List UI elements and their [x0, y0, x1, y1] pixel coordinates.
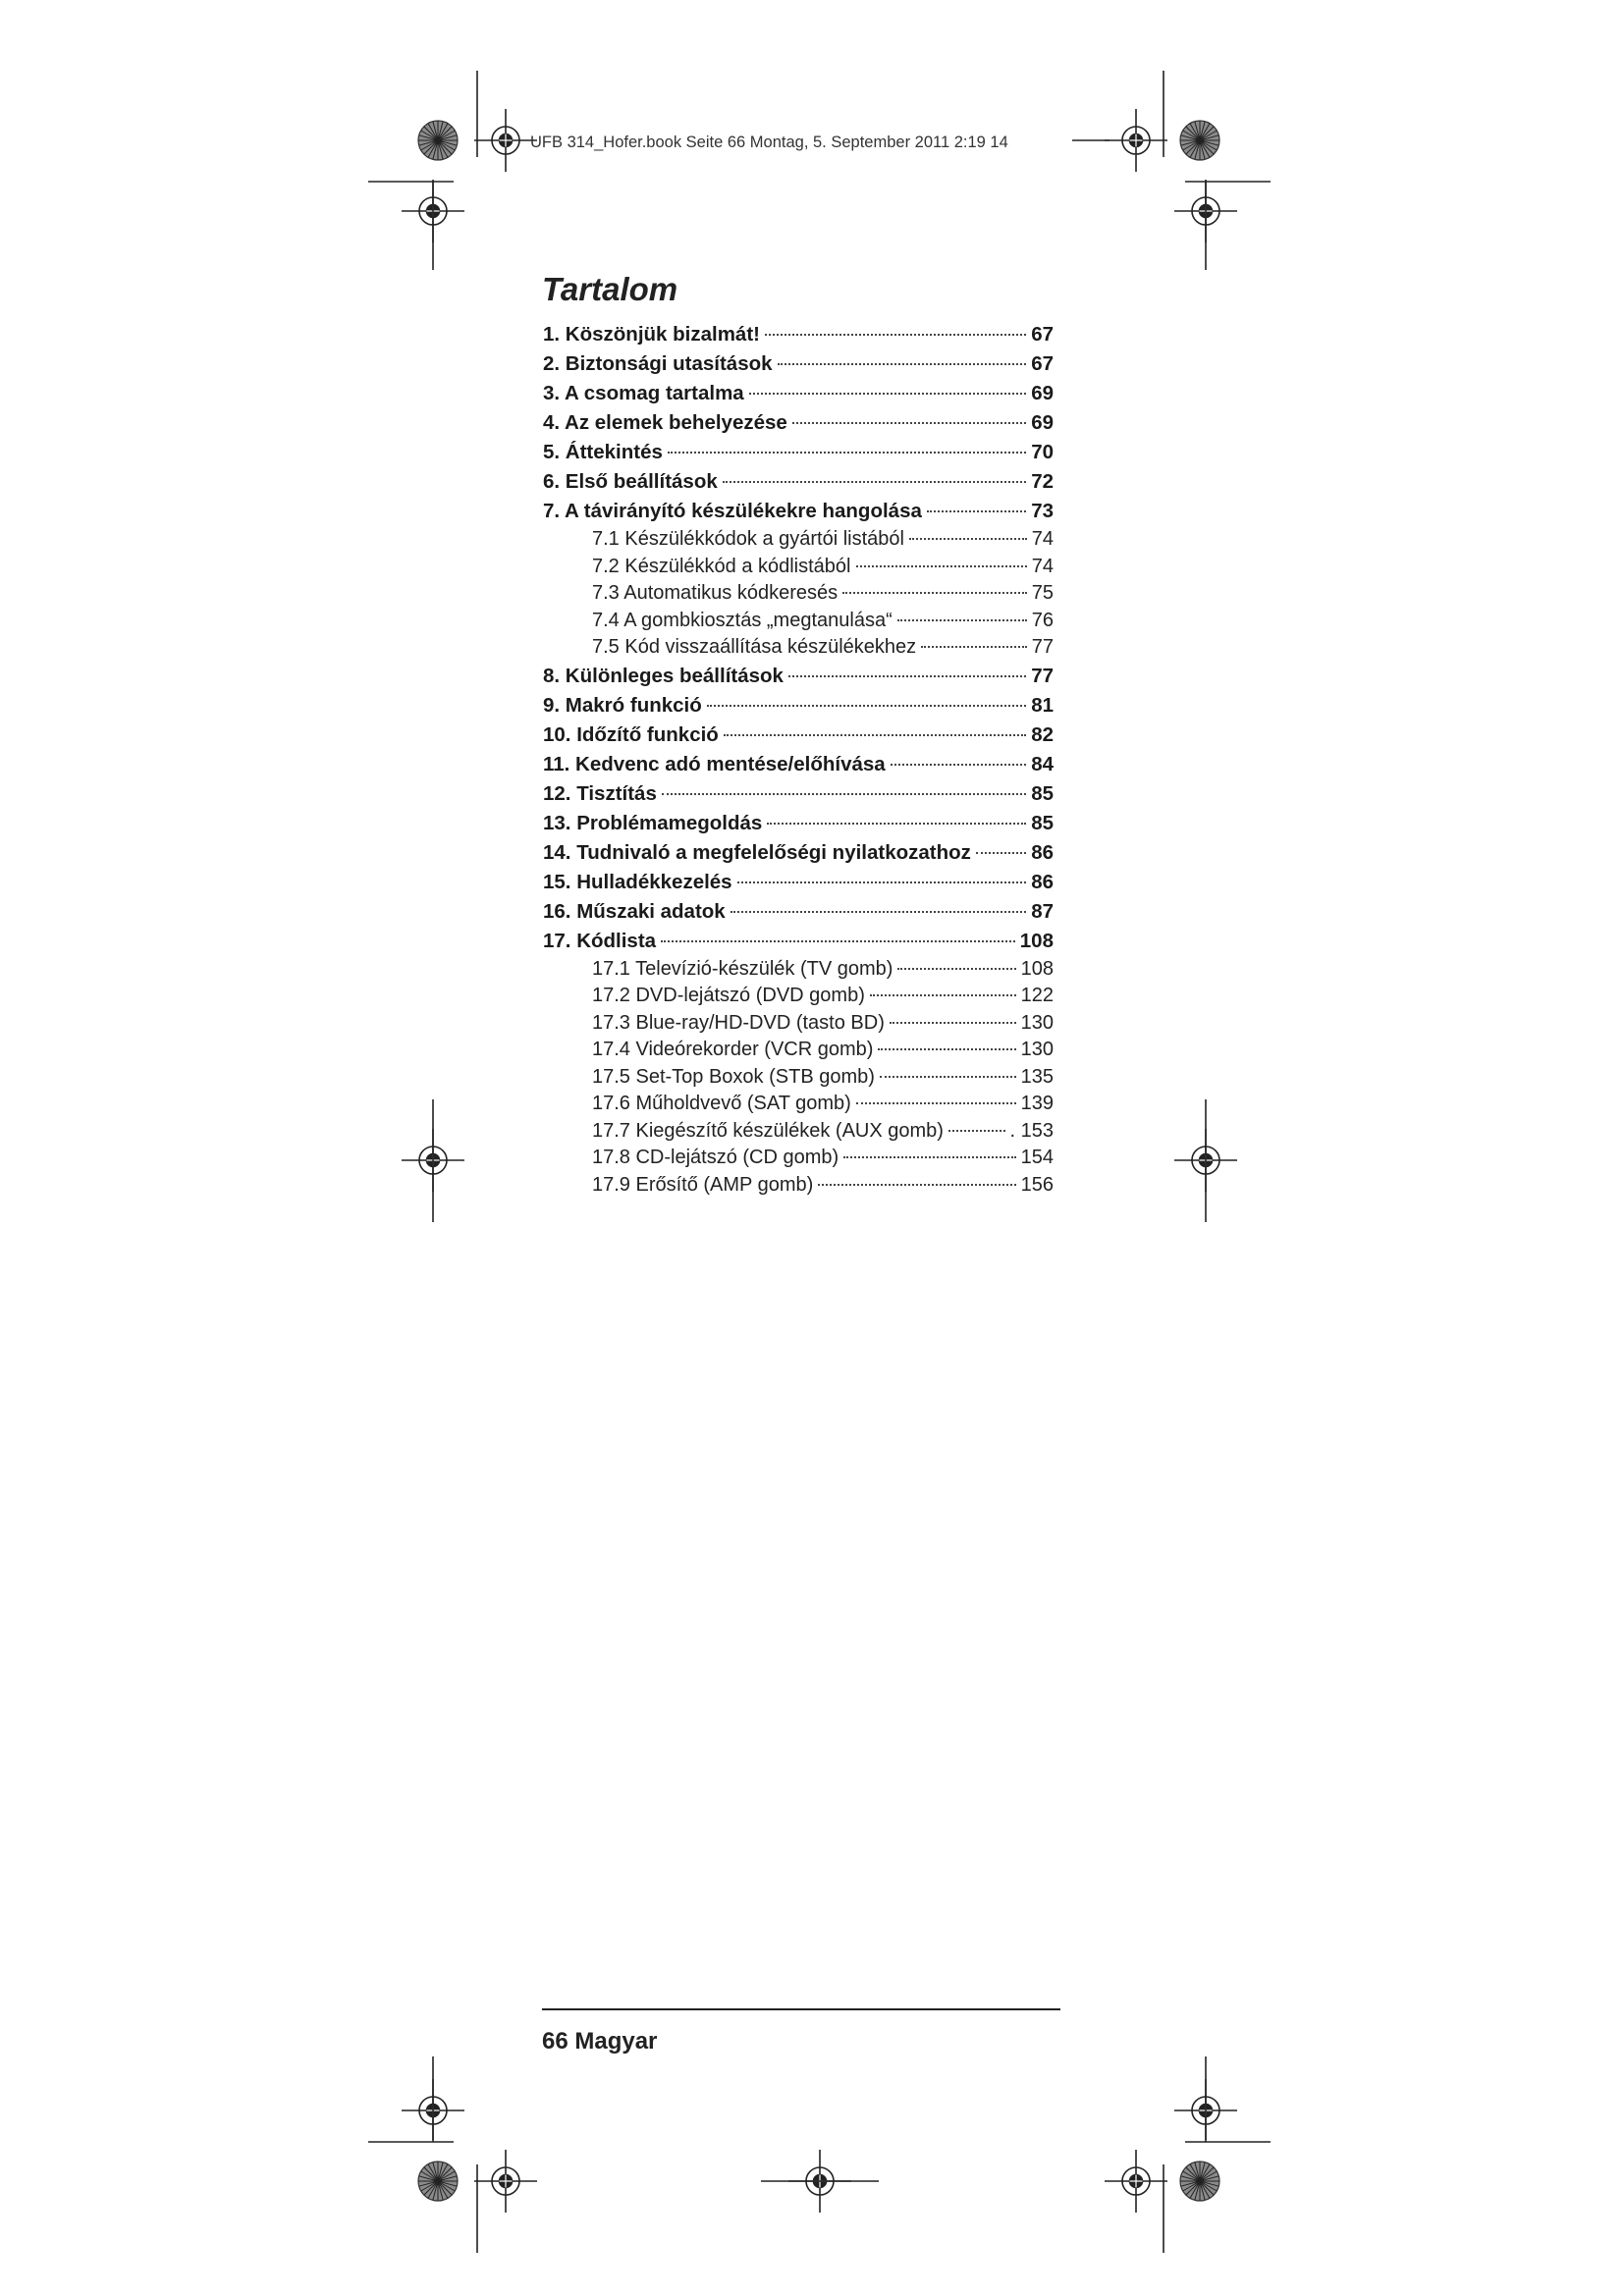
dot-leader — [662, 793, 1026, 795]
dot-leader — [927, 510, 1026, 512]
toc-entry-label: 7.4 A gombkiosztás „megtanulása“ — [592, 609, 893, 631]
toc-entry-label: 17.2 DVD-lejátszó (DVD gomb) — [592, 985, 865, 1006]
dot-leader — [792, 422, 1026, 424]
toc-subentry — [543, 956, 1054, 984]
dot-leader — [878, 1048, 1015, 1050]
toc-entry-page: 77 — [1031, 664, 1054, 687]
toc-entry-label: 17.5 Set-Top Boxok (STB gomb) — [592, 1065, 875, 1088]
dot-leader — [880, 1076, 1016, 1078]
registration-target-icon — [1105, 109, 1167, 172]
toc-subentry — [543, 983, 1054, 1010]
toc-entry-label: 17.1 Televízió-készülék (TV gomb) — [592, 957, 893, 980]
toc-entry-label: 8. Különleges beállítások — [543, 664, 784, 687]
toc-entry — [543, 691, 1054, 721]
toc-entry — [543, 379, 1054, 408]
toc-entry-page: 86 — [1031, 870, 1054, 893]
toc-subentry — [543, 608, 1054, 635]
toc-entry-page: 74 — [1031, 555, 1054, 577]
page-title: Tartalom — [542, 271, 678, 307]
toc-entry-label: 11. Kedvenc adó mentése/előhívása — [543, 752, 886, 775]
dot-leader — [842, 592, 1027, 594]
toc-entry-page: . 153 — [1009, 1119, 1054, 1142]
toc-entry-page: 108 — [1020, 957, 1054, 980]
dot-leader — [723, 481, 1026, 483]
dot-leader — [767, 823, 1026, 825]
dot-leader — [818, 1184, 1015, 1186]
toc-entry-label: 14. Tudnivaló a megfelelőségi nyilatkozathoz — [543, 840, 971, 864]
toc-entry-page: 130 — [1020, 1011, 1054, 1034]
toc-entry-label: 7. A távirányító készülékekre hangolása — [543, 500, 922, 522]
toc-entry-page: 70 — [1031, 441, 1054, 463]
registration-target-icon — [474, 109, 537, 172]
toc-entry-page: 67 — [1031, 352, 1054, 375]
toc-entry-page: 84 — [1031, 752, 1054, 775]
dot-leader — [788, 675, 1026, 677]
dot-leader — [724, 734, 1026, 736]
registration-target-icon — [1105, 2150, 1167, 2213]
toc-entry-page: 85 — [1031, 811, 1054, 834]
dot-leader — [909, 538, 1027, 540]
toc-entry-label: 3. A csomag tartalma — [543, 382, 744, 404]
toc-entry-page: 139 — [1020, 1093, 1054, 1114]
toc-entry-label: 16. Műszaki adatok — [543, 899, 726, 923]
toc-subentry — [543, 1010, 1054, 1038]
toc-entry — [543, 779, 1054, 809]
dot-leader — [891, 764, 1027, 766]
toc-entry-page: 69 — [1031, 382, 1054, 404]
table-of-contents — [543, 320, 1054, 1199]
toc-entry-label: 9. Makró funkció — [543, 693, 702, 717]
toc-entry-label: 10. Időzítő funkció — [543, 722, 719, 746]
toc-entry-label: 17.8 CD-lejátszó (CD gomb) — [592, 1147, 839, 1168]
dot-leader — [661, 940, 1015, 942]
toc-entry-label: 7.5 Kód visszaállítása készülékekhez — [592, 636, 917, 658]
toc-entry-label: 2. Biztonsági utasítások — [543, 352, 773, 375]
toc-entry-page: 156 — [1020, 1173, 1054, 1196]
toc-entry — [543, 467, 1054, 497]
dot-leader — [921, 646, 1027, 648]
toc-entry-page: 108 — [1019, 929, 1054, 952]
toc-subentry — [543, 1118, 1054, 1146]
color-bar-starburst-icon — [1180, 121, 1219, 160]
dot-leader — [778, 363, 1027, 365]
toc-subentry — [543, 1064, 1054, 1092]
toc-entry-page: 75 — [1031, 582, 1054, 604]
dot-leader — [897, 619, 1027, 621]
color-bar-starburst-icon — [1180, 2162, 1219, 2201]
toc-entry — [543, 438, 1054, 467]
toc-entry-page: 135 — [1020, 1065, 1054, 1088]
toc-entry — [543, 662, 1054, 691]
toc-entry — [543, 750, 1054, 779]
toc-entry-label: 13. Problémamegoldás — [543, 811, 763, 834]
footer-divider — [542, 2008, 1060, 2010]
toc-subentry — [543, 634, 1054, 662]
dot-leader — [890, 1022, 1016, 1024]
dot-leader — [765, 334, 1026, 336]
toc-entry-page: 73 — [1031, 500, 1054, 522]
toc-entry-page: 76 — [1031, 609, 1054, 631]
dot-leader — [948, 1130, 1005, 1132]
toc-entry-label: 17.9 Erősítő (AMP gomb) — [592, 1173, 814, 1196]
toc-entry-label: 7.3 Automatikus kódkeresés — [592, 582, 839, 604]
toc-entry-page: 81 — [1031, 693, 1054, 717]
toc-subentry — [543, 554, 1054, 581]
toc-entry — [543, 897, 1054, 927]
toc-entry-label: 1. Köszönjük bizalmát! — [543, 323, 760, 346]
toc-entry-page: 86 — [1031, 840, 1054, 864]
toc-entry-page: 72 — [1031, 470, 1054, 493]
toc-subentry — [543, 1172, 1054, 1200]
toc-entry-page: 82 — [1031, 722, 1054, 746]
toc-entry-label: 17.3 Blue-ray/HD-DVD (tasto BD) — [592, 1011, 885, 1034]
toc-entry-label: 17.7 Kiegészítő készülékek (AUX gomb) — [592, 1119, 944, 1142]
toc-entry-page: 130 — [1020, 1039, 1054, 1060]
toc-subentry — [543, 1145, 1054, 1172]
dot-leader — [976, 852, 1026, 854]
toc-entry-page: 85 — [1031, 781, 1054, 805]
dot-leader — [870, 994, 1016, 996]
toc-entry — [543, 838, 1054, 868]
toc-entry-page: 69 — [1031, 411, 1054, 434]
dot-leader — [843, 1156, 1015, 1158]
toc-entry — [543, 809, 1054, 838]
toc-entry-page: 77 — [1031, 636, 1054, 658]
dot-leader — [707, 705, 1026, 707]
toc-entry-label: 5. Áttekintés — [543, 441, 663, 463]
toc-entry-label: 4. Az elemek behelyezése — [543, 411, 787, 434]
toc-entry-label: 7.1 Készülékkódok a gyártói listából — [592, 528, 904, 550]
toc-entry-label: 6. Első beállítások — [543, 470, 718, 493]
color-bar-starburst-icon — [418, 121, 458, 160]
toc-entry-page: 154 — [1020, 1147, 1054, 1168]
toc-entry-label: 12. Tisztítás — [543, 781, 657, 805]
toc-entry-label: 17. Kódlista — [543, 929, 657, 952]
toc-entry — [543, 408, 1054, 438]
toc-entry — [543, 868, 1054, 897]
toc-entry — [543, 721, 1054, 750]
toc-entry-label: 17.4 Videórekorder (VCR gomb) — [592, 1039, 874, 1060]
toc-subentry — [543, 1037, 1054, 1064]
toc-entry-page: 74 — [1031, 528, 1054, 550]
dot-leader — [856, 565, 1027, 567]
toc-subentry — [543, 1091, 1054, 1118]
toc-entry — [543, 320, 1054, 349]
toc-subentry — [543, 526, 1054, 554]
dot-leader — [731, 911, 1026, 913]
toc-entry — [543, 927, 1054, 956]
dot-leader — [749, 393, 1026, 395]
toc-entry-page: 67 — [1031, 323, 1054, 346]
toc-entry-page: 122 — [1020, 985, 1054, 1006]
toc-entry-page: 87 — [1031, 899, 1054, 923]
toc-entry-label: 7.2 Készülékkód a kódlistából — [592, 555, 851, 577]
toc-subentry — [543, 580, 1054, 608]
dot-leader — [897, 968, 1015, 970]
dot-leader — [737, 881, 1027, 883]
toc-entry-label: 15. Hulladékkezelés — [543, 870, 732, 893]
dot-leader — [856, 1102, 1016, 1104]
registration-target-icon — [474, 2150, 537, 2213]
color-bar-starburst-icon — [418, 2162, 458, 2201]
print-slug: UFB 314_Hofer.book Seite 66 Montag, 5. September 2011 2:19 14 — [530, 133, 1008, 151]
toc-entry — [543, 497, 1054, 526]
toc-entry-label: 17.6 Műholdvevő (SAT gomb) — [592, 1093, 851, 1114]
dot-leader — [668, 452, 1026, 454]
page-number-footer: 66 Magyar — [542, 2028, 658, 2055]
toc-entry — [543, 349, 1054, 379]
